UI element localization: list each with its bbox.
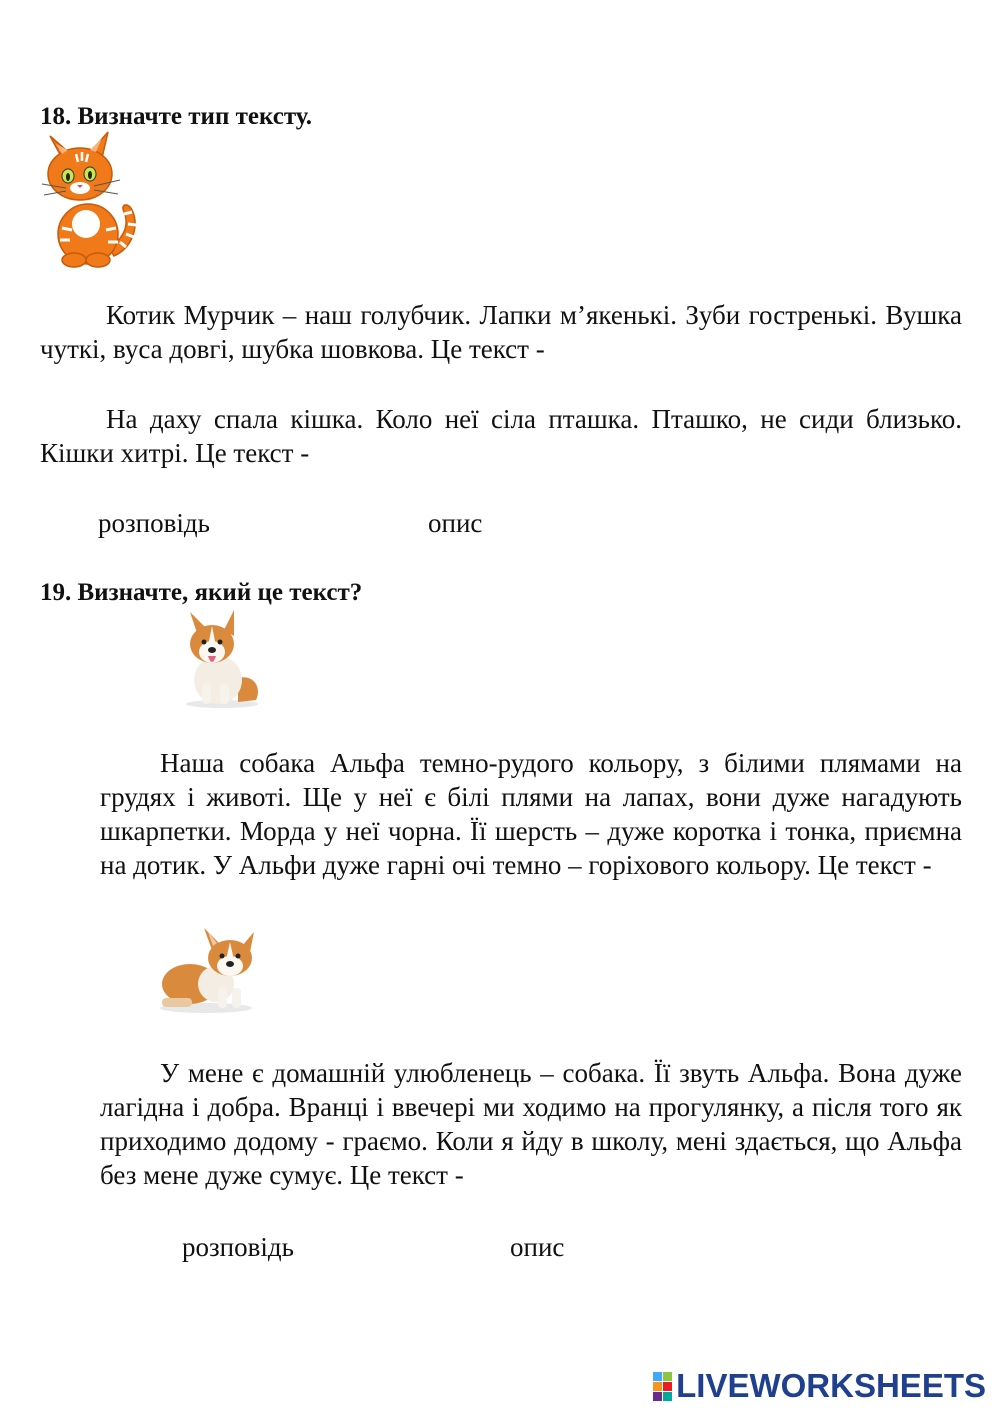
task19-option-opys[interactable]: опис xyxy=(510,1232,565,1262)
task18-paragraph-2-text: На даху спала кішка. Коло неї сіла пташка. Пташко, не сиди близько. Кішки хитрі. Це текст - xyxy=(40,404,962,468)
liveworksheets-logo-text: LIVEWORKSHEETS xyxy=(676,1367,986,1404)
task18-paragraph-1-text: Котик Мурчик – наш голубчик. Лапки м’якенькі. Зуби гостренькі. Вушка чуткі, вуса довгі, шубка шовкова. Це текст - xyxy=(40,300,962,364)
liveworksheets-logo xyxy=(653,1368,986,1404)
task19-heading: 19. Визначте, який це текст? xyxy=(40,579,363,606)
task18-paragraph-1 xyxy=(40,298,962,366)
liveworksheets-logo-icon xyxy=(653,1372,672,1401)
task19-paragraph-1 xyxy=(100,746,962,882)
task19-paragraph-2 xyxy=(100,1056,962,1192)
task19-paragraph-1-text: Наша собака Альфа темно-рудого кольору, з білими плямами на грудях і животі. Ще у неї є білі плями на лапах, вони дуже нагадують шкарпетки. Морда у неї чорна. Її шерсть – дуже коротка і тонка, приємна на дотик. У Альфи дуже гарні очі темно – горіхового кольору. Це текст - xyxy=(100,748,962,880)
task18-paragraph-2 xyxy=(40,402,962,470)
corgi-lying-icon xyxy=(156,922,260,1014)
cat-icon xyxy=(36,128,138,270)
task19-paragraph-2-text: У мене є домашній улюбленець – собака. Її звуть Альфа. Вона дуже лагідна і добра. Вранці і ввечері ми ходимо на прогулянку, а після того як приходимо додому - граємо. Коли я йду в школу, мені здається, що Альфа без мене дуже сумує. Це текст - xyxy=(100,1058,962,1190)
task19-option-rozpovid[interactable]: розповідь xyxy=(182,1232,294,1262)
task18-option-rozpovid[interactable]: розповідь xyxy=(98,508,210,538)
corgi-sitting-icon xyxy=(178,608,264,710)
task18-heading: 18. Визначте тип тексту. xyxy=(40,103,313,130)
task18-option-opys[interactable]: опис xyxy=(428,508,483,538)
